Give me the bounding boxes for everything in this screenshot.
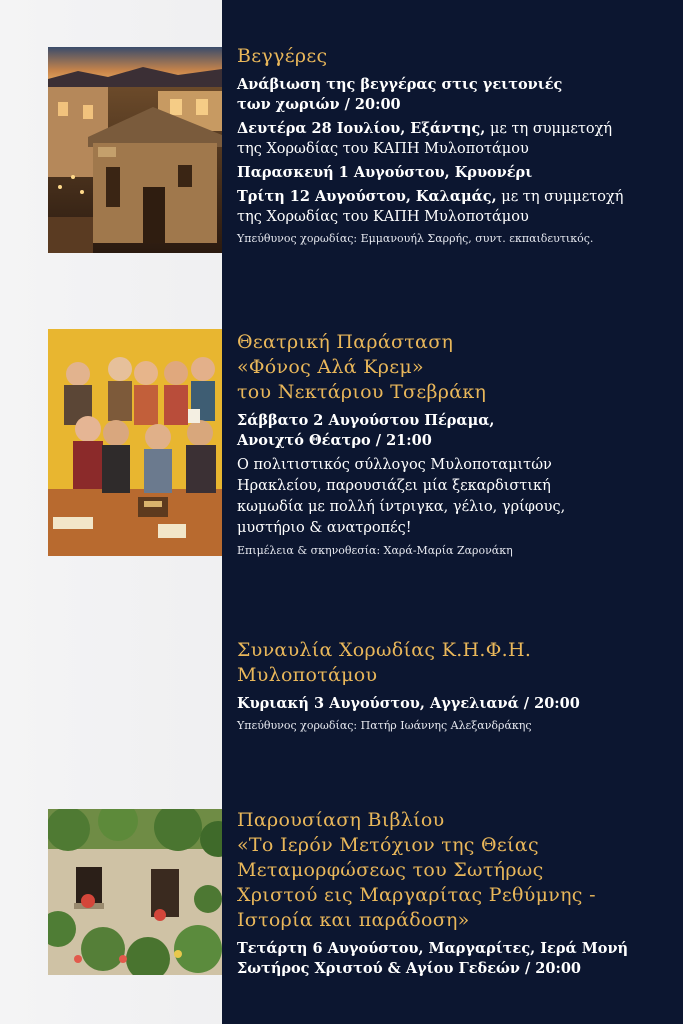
event-subtitle: Σάββατο 2 Αυγούστου Πέραμα, Ανοιχτό Θέατρο / 21:00 <box>237 412 495 449</box>
event-theatre <box>237 330 677 559</box>
theatre-poster-illustration <box>48 329 222 556</box>
village-church-photo <box>48 47 222 253</box>
event-subtitle-line: Ανάβιωση της βεγγέρας στις γειτονιές <box>237 76 563 93</box>
event-title: Παρουσίαση Βιβλίου «Το Ιερόν Μετόχιον της Θείας Μεταμορφώσεως του Σωτήρως Χριστού εις Μαργαρίτας Ρεθύμνης - Ιστορία και παράδοση» <box>237 809 596 931</box>
event-title-line: του Νεκτάριου Τσεβράκη <box>237 381 487 403</box>
event-credit: Υπεύθυνος χορωδίας: Εμμανουήλ Σαρρής, συντ. εκπαιδευτικός. <box>237 232 594 245</box>
event-subtitle <box>237 75 677 115</box>
event-title: Συναυλία Χορωδίας Κ.Η.Φ.Η. Μυλοποτάμου <box>237 639 532 686</box>
event-title-line: Βεγγέρες <box>237 45 328 67</box>
event-description: Ο πολιτιστικός σύλλογος Μυλοποταμιτών Ηρακλείου, παρουσιάζει μία ξεκαρδιστική κωμωδία με πολλή ίντριγκα, γέλιο, γρίφους, μυστήριο & ανατροπές! <box>237 457 566 536</box>
event-book-presentation <box>237 808 677 983</box>
event-date: Παρασκευή 1 Αυγούστου, Κρυονέρι <box>237 164 533 181</box>
event-subtitle: Τετάρτη 6 Αυγούστου, Μαργαρίτες, Ιερά Μονή Σωτήρος Χριστού & Αγίου Γεδεών / 20:00 <box>237 940 629 977</box>
event-date: Δευτέρα 28 Ιουλίου, Εξάντης, με τη συμμετοχή της Χορωδίας του ΚΑΠΗ Μυλοποτάμου <box>237 120 613 157</box>
event-subtitle: Κυριακή 3 Αυγούστου, Αγγελιανά / 20:00 <box>237 695 580 712</box>
event-title-line: «Φόνος Αλά Κρεμ» <box>237 356 424 378</box>
event-subtitle-line: των χωριών / 20:00 <box>237 96 401 113</box>
stone-house-garden-photo <box>48 809 222 975</box>
event-choir-concert <box>237 638 677 734</box>
event-title <box>237 44 677 69</box>
event-title-line: Θεατρική Παράσταση <box>237 331 454 353</box>
event-credit: Επιμέλεια & σκηνοθεσία: Χαρά-Μαρία Ζαρονάκη <box>237 544 513 557</box>
event-title <box>237 330 677 405</box>
event-date: Τρίτη 12 Αυγούστου, Καλαμάς, με τη συμμετοχή της Χορωδίας του ΚΑΠΗ Μυλοποτάμου <box>237 188 624 225</box>
event-veggeres <box>237 44 677 247</box>
event-credit: Υπεύθυνος χορωδίας: Πατήρ Ιωάννης Αλεξανδράκης <box>237 719 532 732</box>
